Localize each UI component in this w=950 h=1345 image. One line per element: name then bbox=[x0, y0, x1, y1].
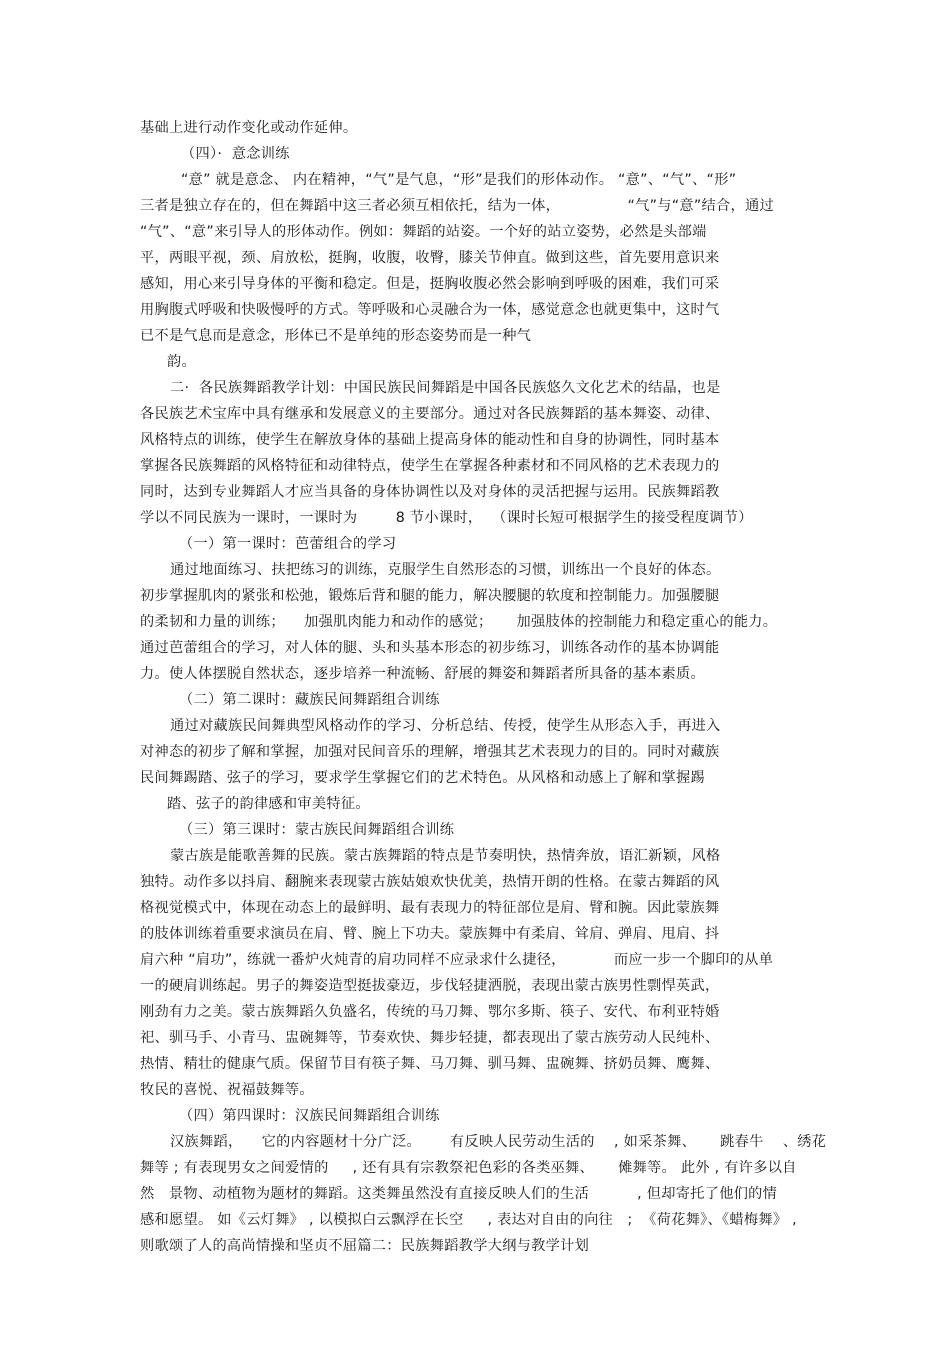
section-heading: 二· 各民族舞蹈教学计划：中国民族民间舞蹈是中国各民族悠久文化艺术的结晶，也是 bbox=[170, 380, 721, 396]
text-line: 舞等 ; 有表现男女之间爱情的 , 还有具有宗教祭祀色彩的各类巫舞、 傩舞等。 此外 , 有许多以自 bbox=[140, 1160, 797, 1176]
text-line: 一的硬肩训练起。男子的舞姿造型挺拔豪迈，步伐轻捷洒脱，表现出蒙古族男性剽悍英武， bbox=[140, 978, 720, 994]
text-line: 三者是独立存在的，但在舞蹈中这三者必须互相依托，结为一体， “气”与“意”结合，通过 bbox=[140, 198, 774, 214]
text-line: 初步掌握肌肉的紧张和松弛，锻炼后背和腿的能力，解决腰腿的软度和控制能力。加强腰腿 bbox=[140, 588, 720, 604]
text-line: 热情、精壮的健康气质。保留节目有筷子舞、马刀舞、驯马舞、盅碗舞、挤奶员舞、鹰舞、 bbox=[140, 1056, 720, 1072]
text-line: 平，两眼平视，颈、肩放松，挺胸，收腹，收臀，膝关节伸直。做到这些，首先要用意识来 bbox=[140, 250, 720, 266]
text-line: 学以不同民族为一课时，一课时为 8 节小课时， （课时长短可根据学生的接受程度调节） bbox=[140, 510, 753, 526]
text-line: 蒙古族是能歌善舞的民族。蒙古族舞蹈的特点是节奏明快，热情奔放，语汇新颖，风格 bbox=[170, 848, 721, 864]
text-line: 各民族艺术宝库中具有继承和发展意义的主要部分。通过对各民族舞蹈的基本舞姿、动律、 bbox=[140, 406, 720, 422]
text-line: 踏、弦子的韵律感和审美特征。 bbox=[167, 796, 370, 812]
text-line: 通过芭蕾组合的学习，对人体的腿、头和头基本形态的初步练习，训练各动作的基本协调能 bbox=[140, 640, 720, 656]
text-line: 汉族舞蹈， 它的内容题材十分广泛。 有反映人民劳动生活的 , 如采茶舞、 跳春牛 、绣花 bbox=[170, 1134, 827, 1150]
text-line: “气”、“意”来引导人的形体动作。例如：舞蹈的站姿。一个好的站立姿势，必然是头部端 bbox=[140, 224, 707, 240]
text-line: 肩六种 “肩功”，练就一番炉火炖青的肩功同样不应录求什么捷径， 而应一步一个脚印的从单 bbox=[140, 952, 774, 968]
section-heading: （三）第三课时：蒙古族民间舞蹈组合训练 bbox=[179, 822, 455, 838]
text-line: 掌握各民族舞蹈的风格特征和动律特点，使学生在掌握各种素材和不同风格的艺术表现力的 bbox=[140, 458, 720, 474]
text-line: 则歌颂了人的高尚情操和坚贞不屈篇二：民族舞蹈教学大纲与教学计划 bbox=[140, 1238, 590, 1254]
text-line: 祀、驯马手、小青马、盅碗舞等，节奏欢快、舞步轻捷，都表现出了蒙古族劳动人民纯朴、 bbox=[140, 1030, 720, 1046]
text-line: 民间舞踢踏、弦子的学习，要求学生掌握它们的艺术特色。从风格和动感上了解和掌握踢 bbox=[140, 770, 706, 786]
section-heading: （一）第一课时：芭蕾组合的学习 bbox=[179, 536, 397, 552]
text-line: 韵。 bbox=[167, 354, 196, 370]
text-line: 已不是气息而是意念，形体已不是单纯的形态姿势而是一种气 bbox=[140, 328, 532, 344]
text-line: 通过对藏族民间舞典型风格动作的学习、分析总结、传授，使学生从形态入手，再进入 bbox=[170, 718, 721, 734]
text-line: 感和愿望。 如《云灯舞》 , 以模拟白云飘浮在长空 , 表达对自由的向往 ; 《荷花舞》、《蜡梅舞》 , bbox=[140, 1212, 797, 1228]
text-line: 的肢体训练着重要求演员在肩、臂、腕上下功夫。蒙族舞中有柔肩、耸肩、弹肩、甩肩、抖 bbox=[140, 926, 720, 942]
text-line: 的柔韧和力量的训练； 加强肌肉能力和动作的感觉； 加强肢体的控制能力和稳定重心的能力。 bbox=[140, 614, 778, 630]
text-line: 同时，达到专业舞蹈人才应当具备的身体协调性以及对身体的灵活把握与运用。民族舞蹈教 bbox=[140, 484, 720, 500]
section-heading: （二）第二课时：藏族民间舞蹈组合训练 bbox=[179, 692, 440, 708]
text-line: “意” 就是意念、 内在精神，“气”是气息，“形”是我们的形体动作。 “意”、“气”、“形” bbox=[181, 172, 737, 188]
text-line: 然 景物、动植物为题材的舞蹈。这类舞虽然没有直接反映人们的生活 , 但却寄托了他们的情 bbox=[140, 1186, 778, 1202]
text-line: 刚劲有力之美。蒙古族舞蹈久负盛名，传统的马刀舞、鄂尔多斯、筷子、安代、布利亚特婚 bbox=[140, 1004, 720, 1020]
text-line: 力。使人体摆脱自然状态，逐步培养一种流畅、舒展的舞姿和舞蹈者所具备的基本素质。 bbox=[140, 666, 706, 682]
text-line: 牧民的喜悦、祝福鼓舞等。 bbox=[140, 1082, 314, 1098]
text-line: 格视觉模式中，体现在动态上的最鲜明、最有表现力的特征部位是肩、臂和腕。因此蒙族舞 bbox=[140, 900, 720, 916]
text-line: 通过地面练习、扶把练习的训练，克服学生自然形态的习惯，训练出一个良好的体态。 bbox=[170, 562, 721, 578]
text-line: 风格特点的训练，使学生在解放身体的基础上提高身体的能动性和自身的协调性，同时基本 bbox=[140, 432, 720, 448]
section-heading: （四）第四课时：汉族民间舞蹈组合训练 bbox=[179, 1108, 440, 1124]
text-line: 对神态的初步了解和掌握，加强对民间音乐的理解，增强其艺术表现力的目的。同时对藏族 bbox=[140, 744, 720, 760]
text-line: 独特。动作多以抖肩、翻腕来表现蒙古族姑娘欢快优美，热情开朗的性格。在蒙古舞蹈的风 bbox=[140, 874, 720, 890]
text-line: 基础上进行动作变化或动作延伸。 bbox=[140, 120, 358, 136]
section-heading: （四）· 意念训练 bbox=[181, 146, 290, 162]
text-line: 用胸腹式呼吸和快吸慢呼的方式。等呼吸和心灵融合为一体，感觉意念也就更集中，这时气 bbox=[140, 302, 720, 318]
text-line: 感知，用心来引导身体的平衡和稳定。但是，挺胸收腹必然会影响到呼吸的困难，我们可采 bbox=[140, 276, 720, 292]
